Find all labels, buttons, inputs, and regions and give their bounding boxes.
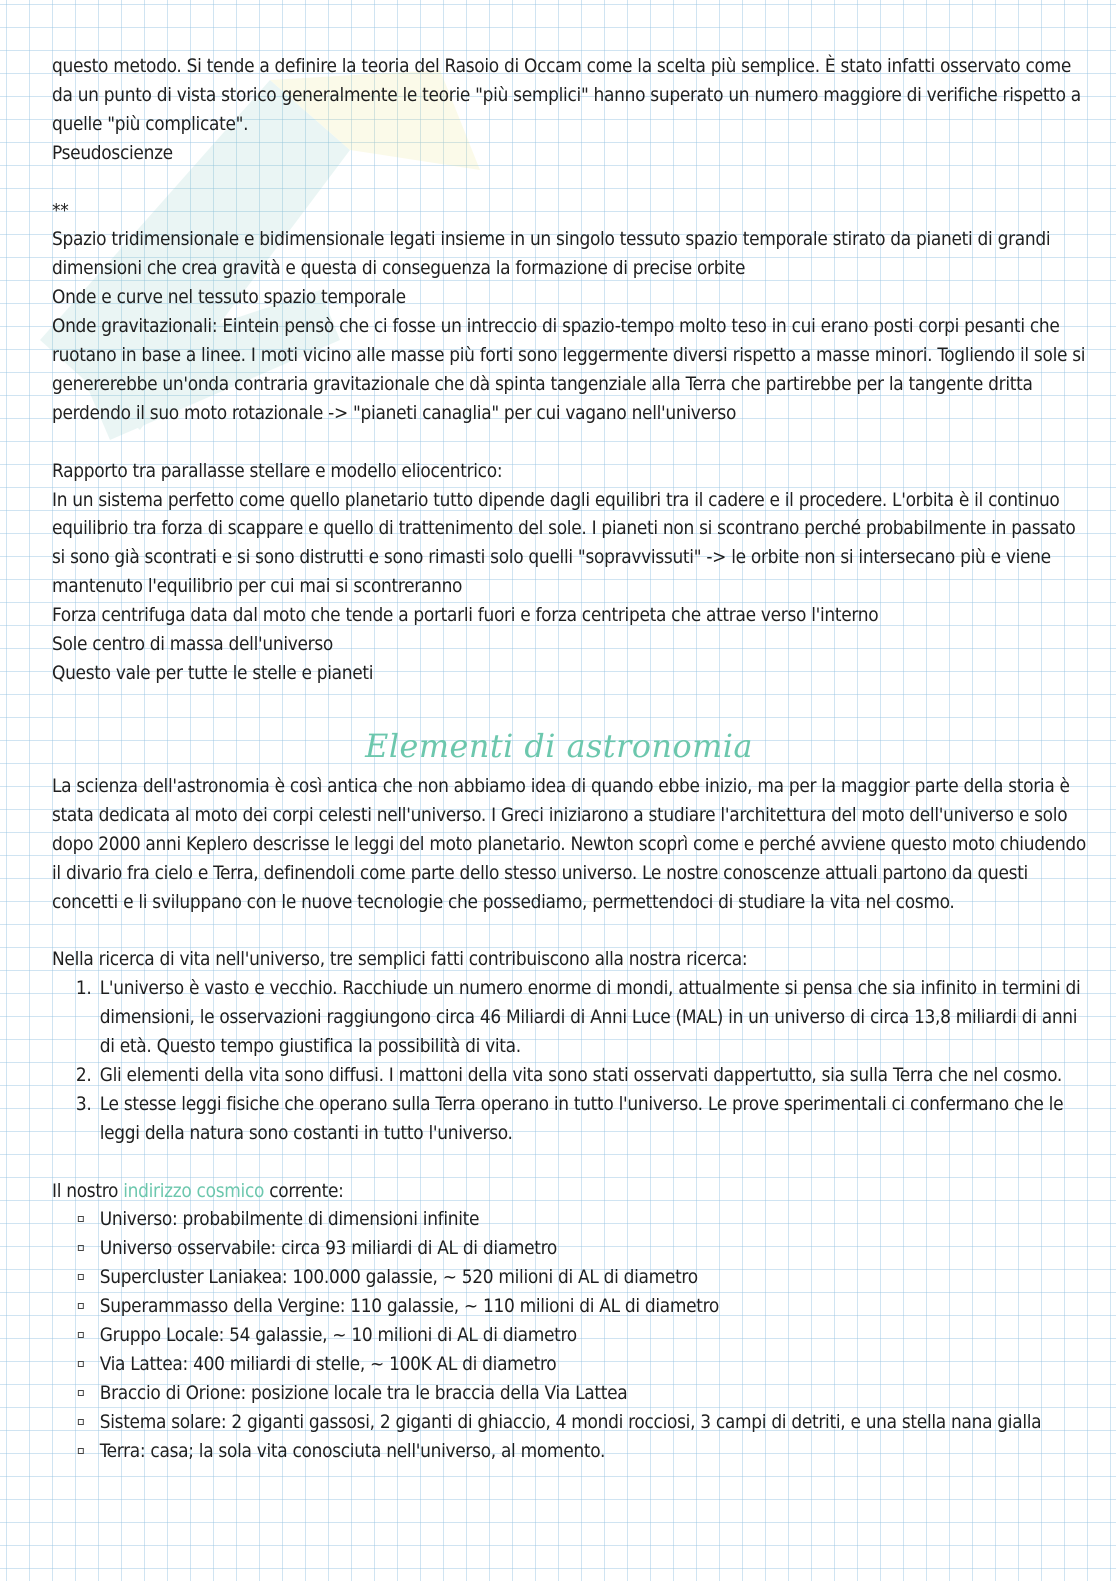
list-item: [52, 1205, 1066, 1234]
onde-curve-line: Onde e curve nel tessuto spazio temporale: [52, 286, 406, 309]
list-item: [52, 974, 1081, 1061]
list-item-text: Gruppo Locale: 54 galassie, ~ 10 milioni di AL di diametro: [99, 1324, 577, 1347]
text-line: ruotano in base a linee. I moti vicino alle masse più forti sono leggermente diversi rispetto a masse minori. Togliendo il sole si: [52, 344, 1086, 367]
text-line: Onde gravitazionali: Eintein pensò che ci fosse un intreccio di spazio-tempo molto teso in cui erano posti corpi pesanti che: [52, 315, 1060, 338]
text-line: equilibrio tra forza di scappare e quello di trattenimento del sole. I pianeti non si scontrano perché probabilmente in passato: [52, 517, 1076, 540]
text-line: perdendo il suo moto rotazionale -> "pianeti canaglia" per cui vagano nell'universo: [52, 401, 737, 424]
list-item: [52, 1321, 1066, 1350]
bullet-icon: [78, 1216, 84, 1222]
pseudoscienze-heading: Pseudoscienze: [52, 141, 173, 164]
text-line: dopo 2000 anni Keplero descrisse le leggi del moto planetario. Newton scoprì come e perché avviene questo moto chiudendo: [52, 832, 1086, 855]
section-title: Elementi di astronomia: [365, 726, 753, 765]
text-line: Le stesse leggi fisiche che operano sulla Terra operano in tutto l'universo. Le prove sperimentali ci confermano che le: [99, 1092, 1064, 1115]
bullet-icon: [78, 1390, 84, 1396]
indirizzo-prefix: Il nostro: [52, 1179, 124, 1202]
onde-gravitazionali-paragraph: [52, 312, 1086, 428]
document-page: [52, 52, 1086, 1466]
bullet-icon: [78, 1448, 84, 1454]
list-item: [52, 1292, 1066, 1321]
bullet-icon: [78, 1303, 84, 1309]
text-line: Spazio tridimensionale e bidimensionale legati insieme in un singolo tessuto spazio temporale stirato da pianeti di grandi: [52, 228, 1051, 251]
text-line: Gli elementi della vita sono diffusi. I mattoni della vita sono stati osservati dappertutto, sia sulla Terra che nel cosmo.: [99, 1063, 1062, 1086]
bullet-icon: [78, 1361, 84, 1367]
list-item: [52, 1234, 1066, 1263]
bullet-icon: [78, 1332, 84, 1338]
address-list: [52, 1205, 1066, 1465]
bullet-icon: [78, 1419, 84, 1425]
text-line: questo metodo. Si tende a definire la teoria del Rasoio di Occam come la scelta più semplice. È stato infatti osservato come: [52, 55, 1072, 77]
questo-line: Questo vale per tutte le stelle e pianeti: [52, 662, 374, 684]
sole-line: Sole centro di massa dell'universo: [52, 633, 334, 656]
text-line: stata dedicata al moto dei corpi celesti nell'universo. I Greci iniziarono a studiare l'architettura del moto dell'universo e solo: [52, 803, 1068, 826]
spazio-paragraph: [52, 225, 1066, 283]
indirizzo-highlight: indirizzo cosmico: [123, 1179, 265, 1202]
list-item: [52, 1090, 1066, 1148]
list-item-text: Braccio di Orione: posizione locale tra le braccia della Via Lattea: [99, 1381, 628, 1404]
text-line: genererebbe un'onda contraria gravitazionale che dà spinta tangenziale alla Terra che partirebbe per la tangente dritta: [52, 372, 1033, 395]
list-item-text: Terra: casa; la sola vita conosciuta nell'universo, al momento.: [99, 1439, 606, 1462]
text-line: mantenuto l'equilibrio per cui mai si scontreranno: [52, 575, 463, 598]
text-line: il divario fra cielo e Terra, definendoli come parte dello stesso universo. Le nostre conoscenze attuali partono da questi: [52, 861, 1028, 884]
list-item: [52, 1379, 1066, 1408]
list-item-text: Via Lattea: 400 miliardi di stelle, ~ 100K AL di diametro: [99, 1353, 557, 1375]
indirizzo-suffix: corrente:: [264, 1179, 344, 1202]
list-number: 1.: [75, 977, 92, 1000]
list-item-text: Superammasso della Vergine: 110 galassie, ~ 110 milioni di AL di diametro: [99, 1295, 720, 1318]
list-item: [52, 1437, 1066, 1466]
sistema-paragraph: [52, 486, 1076, 602]
list-item-text: Supercluster Laniakea: 100.000 galassie, ~ 520 milioni di AL di diametro: [99, 1266, 698, 1289]
text-line: dimensioni che crea gravità e questa di conseguenza la formazione di precise orbite: [52, 257, 746, 280]
indirizzo-cosmico-line: [52, 1177, 1066, 1206]
astronomia-paragraph: [52, 772, 1086, 917]
text-line: leggi della natura sono costanti in tutto l'universo.: [99, 1121, 513, 1144]
list-item: [52, 1263, 1066, 1292]
text-line: concetti e li sviluppano con le nuove tecnologie che possediamo, permettendoci di studiare la vita nel cosmo.: [52, 890, 955, 913]
list-item: [52, 1350, 1066, 1379]
text-line: L'universo è vasto e vecchio. Racchiude un numero enorme di mondi, attualmente si pensa che sia infinito in termini di: [99, 977, 1081, 1000]
text-line: dimensioni, le osservazioni raggiungono circa 46 Miliardi di Anni Luce (MAL) in un universo di circa 13,8 miliardi di anni: [99, 1006, 1078, 1029]
text-line: si sono già scontrati e si sono distrutti e sono rimasti solo quelli "sopravvissuti" -> le orbite non si intersecano più e viene: [52, 546, 1051, 569]
list-item: [52, 1408, 1066, 1437]
bullet-icon: [78, 1274, 84, 1280]
rapporto-heading: Rapporto tra parallasse stellare e modello eliocentrico:: [52, 459, 503, 482]
ricerca-intro: Nella ricerca di vita nell'universo, tre semplici fatti contribuiscono alla nostra ricerca:: [52, 948, 748, 971]
list-item-text: Sistema solare: 2 giganti gassosi, 2 giganti di ghiaccio, 4 mondi rocciosi, 3 campi di detriti, e una stella nana gialla: [99, 1410, 1042, 1433]
facts-list: [52, 974, 1081, 1147]
text-line: In un sistema perfetto come quello planetario tutto dipende dagli equilibri tra il cadere e il procedere. L'orbita è il continuo: [52, 488, 1060, 511]
list-item: [52, 1061, 1066, 1090]
forza-line: Forza centrifuga data dal moto che tende a portarli fuori e forza centripeta che attrae verso l'interno: [52, 604, 879, 627]
text-line: di età. Questo tempo giustifica la possibilità di vita.: [99, 1035, 521, 1058]
text-line: La scienza dell'astronomia è così antica che non abbiamo idea di quando ebbe inizio, ma per la maggior parte della storia è: [52, 774, 1070, 797]
list-number: 2.: [75, 1063, 92, 1086]
asterisks-separator: **: [52, 199, 69, 222]
list-number: 3.: [75, 1092, 92, 1115]
bullet-icon: [78, 1245, 84, 1251]
list-item-text: Universo: probabilmente di dimensioni infinite: [99, 1208, 480, 1231]
text-line: quelle "più complicate".: [52, 112, 249, 135]
text-line: da un punto di vista storico generalmente le teorie "più semplici" hanno superato un numero maggiore di verifiche rispetto a: [52, 83, 1081, 106]
list-item-text: Universo osservabile: circa 93 miliardi di AL di diametro: [99, 1237, 558, 1260]
rasoio-occam-paragraph: [52, 52, 1081, 139]
